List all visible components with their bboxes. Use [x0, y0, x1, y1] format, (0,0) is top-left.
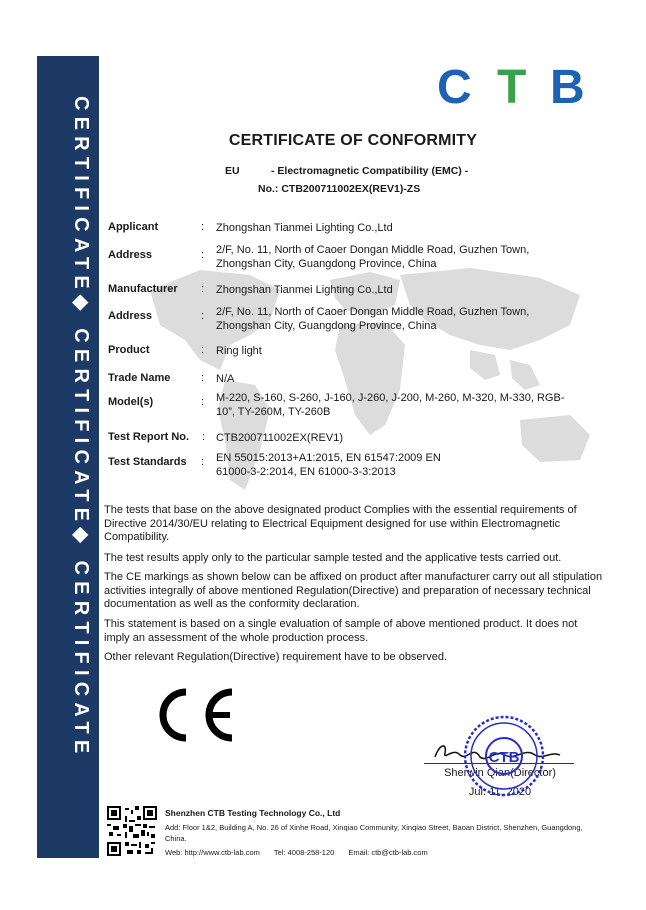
- signatory-name: Sherwin Qian(Director): [444, 767, 556, 779]
- footer-contact: [165, 848, 605, 857]
- sidebar-label: CERTIFICATE◆ CERTIFICATE◆ CERTIFICATE: [70, 96, 92, 760]
- ctb-logo: [435, 60, 600, 110]
- field-colon: :: [201, 221, 205, 233]
- paragraph-other-regulation: Other relevant Regulation(Directive) requirement have to be observed.: [104, 651, 448, 663]
- svg-text:T: T: [497, 61, 527, 110]
- field-label: Product: [108, 344, 150, 356]
- field-label: Trade Name: [108, 372, 171, 384]
- svg-text:C: C: [437, 61, 472, 110]
- field-value: Ring light: [216, 345, 262, 357]
- paragraph-scope: The test results apply only to the particular sample tested and the applicative tests carried out.: [104, 552, 562, 564]
- field-colon: :: [201, 344, 205, 356]
- footer-email-link[interactable]: Email: ctb@ctb-lab.com: [348, 848, 428, 857]
- field-value: 2/F, No. 11, North of Caoer Dongan Middle Road, Guzhen Town, Zhongshan City, Guangdong Province, China: [216, 306, 530, 332]
- paragraph-statement: This statement is based on a single evaluation of sample of above mentioned product. It does not imply an assessment of the whole production process.: [104, 618, 578, 644]
- sidebar-banner: [37, 56, 99, 858]
- ce-mark-icon: [152, 686, 237, 744]
- svg-text:B: B: [550, 61, 585, 110]
- field-label: Applicant: [108, 221, 159, 233]
- field-value: EN 55015:2013+A1:2015, EN 61547:2009 EN 61000-3-2:2014, EN 61000-3-3:2013: [216, 452, 441, 478]
- field-colon: :: [201, 310, 205, 322]
- field-value: CTB200711002EX(REV1): [216, 432, 343, 444]
- certificate-number: No.: CTB200711002EX(REV1)-ZS: [258, 183, 421, 195]
- field-value: 2/F, No. 11, North of Caoer Dongan Middle Road, Guzhen Town, Zhongshan City, Guangdong Province, China: [216, 244, 530, 270]
- field-value: M-220, S-160, S-260, J-160, J-260, J-200, M-260, M-320, M-330, RGB-10”, TY-260M, TY-260B: [216, 392, 565, 418]
- footer-company: Shenzhen CTB Testing Technology Co., Ltd: [165, 808, 341, 818]
- paragraph-compliance: The tests that base on the above designated product Complies with the essential requirements of Directive 2014/30/EU relating to Electrical Equipment designed for use within Electromagnetic Compatibility.: [104, 504, 577, 543]
- qr-code-icon: [107, 806, 157, 856]
- paragraph-ce-marking: The CE markings as shown below can be affixed on product after manufacturer carry out all stipulation activities integrally of above mentioned Regulation(Directive) and preparation of necessary technical documentation as well as the conformity declaration.: [104, 571, 603, 610]
- field-value: Zhongshan Tianmei Lighting Co.,Ltd: [216, 222, 393, 234]
- signature-date: Jul. 11, 2020: [468, 786, 532, 798]
- field-colon: :: [201, 456, 205, 468]
- footer-address: Add: Floor 1&2, Building A, No. 26 of Xinhe Road, Xinqiao Community, Xinqiao Street, Baoan District, Shenzhen, Guangdong, China.: [165, 823, 583, 843]
- official-stamp-icon: [462, 714, 546, 798]
- field-colon: :: [201, 372, 205, 384]
- field-value: Zhongshan Tianmei Lighting Co.,Ltd: [216, 284, 393, 296]
- field-label: Model(s): [108, 396, 154, 408]
- field-label: Address: [108, 249, 153, 261]
- directive-label: - Electromagnetic Compatibility (EMC) -: [271, 165, 469, 177]
- field-label: Test Report No.: [108, 431, 190, 443]
- field-value: N/A: [216, 373, 235, 385]
- page-title: CERTIFICATE OF CONFORMITY: [228, 132, 478, 149]
- field-label: Address: [108, 310, 153, 322]
- region-label: EU: [225, 165, 240, 177]
- field-colon: :: [201, 283, 205, 295]
- field-colon: :: [201, 396, 205, 408]
- field-colon: :: [201, 249, 205, 261]
- field-label: Test Standards: [108, 456, 187, 468]
- field-label: Manufacturer: [108, 283, 178, 295]
- footer-web-link[interactable]: Web: http://www.ctb-lab.com: [165, 848, 260, 857]
- footer-tel: Tel: 4008-258-120: [273, 848, 335, 857]
- sidebar-vertical-text: [37, 56, 99, 858]
- field-colon: :: [202, 431, 206, 443]
- stamp-text: CTB: [488, 749, 520, 766]
